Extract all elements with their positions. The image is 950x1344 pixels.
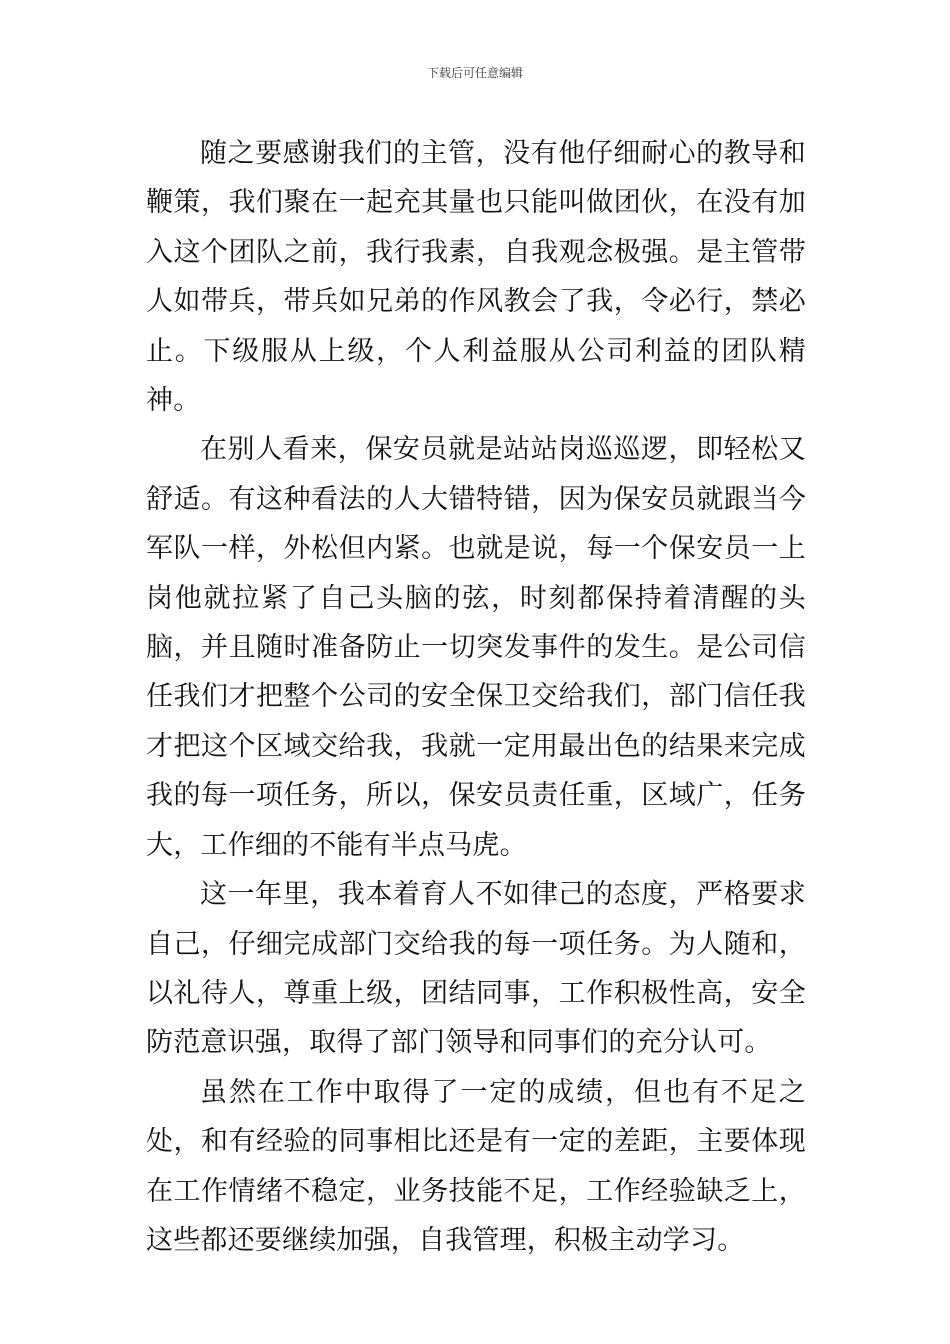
paragraph-thanks-supervisor: 随之要感谢我们的主管，没有他仔细耐心的教导和鞭策，我们聚在一起充其量也只能叫做团伙，在没有加入这个团队之前，我行我素，自我观念极强。是主管带人如带兵，带兵如兄弟的作风教会了我，令必行，禁必止。下级服从上级，个人利益服从公司利益的团队精神。: [146, 138, 806, 417]
paragraph-year-review: 这一年里，我本着育人不如律己的态度，严格要求自己，仔细完成部门交给我的每一项任务。为人随和，以礼待人，尊重上级，团结同事，工作积极性高，安全防范意识强，取得了部门领导和同事们的充分认可。: [146, 879, 806, 1059]
paragraph-shortcomings: 虽然在工作中取得了一定的成绩，但也有不足之处，和有经验的同事相比还是有一定的差距，主要体现在工作情绪不稳定，业务技能不足，工作经验缺乏上，这些都还要继续加强，自我管理，积极主动学习。: [146, 1076, 806, 1256]
document-body: [146, 129, 806, 1265]
page-header: 下载后可任意编辑: [426, 66, 523, 80]
paragraph-security-duty: 在别人看来，保安员就是站站岗巡巡逻，即轻松又舒适。有这种看法的人大错特错，因为保安员就跟当今军队一样，外松但内紧。也就是说，每一个保安员一上岗他就拉紧了自己头脑的弦，时刻都保持着清醒的头脑，并且随时准备防止一切突发事件的发生。是公司信任我们才把整个公司的安全保卫交给我们，部门信任我才把这个区域交给我，我就一定用最出色的结果来完成我的每一项任务，所以，保安员责任重，区域广，任务大，工作细的不能有半点马虎。: [146, 434, 806, 861]
